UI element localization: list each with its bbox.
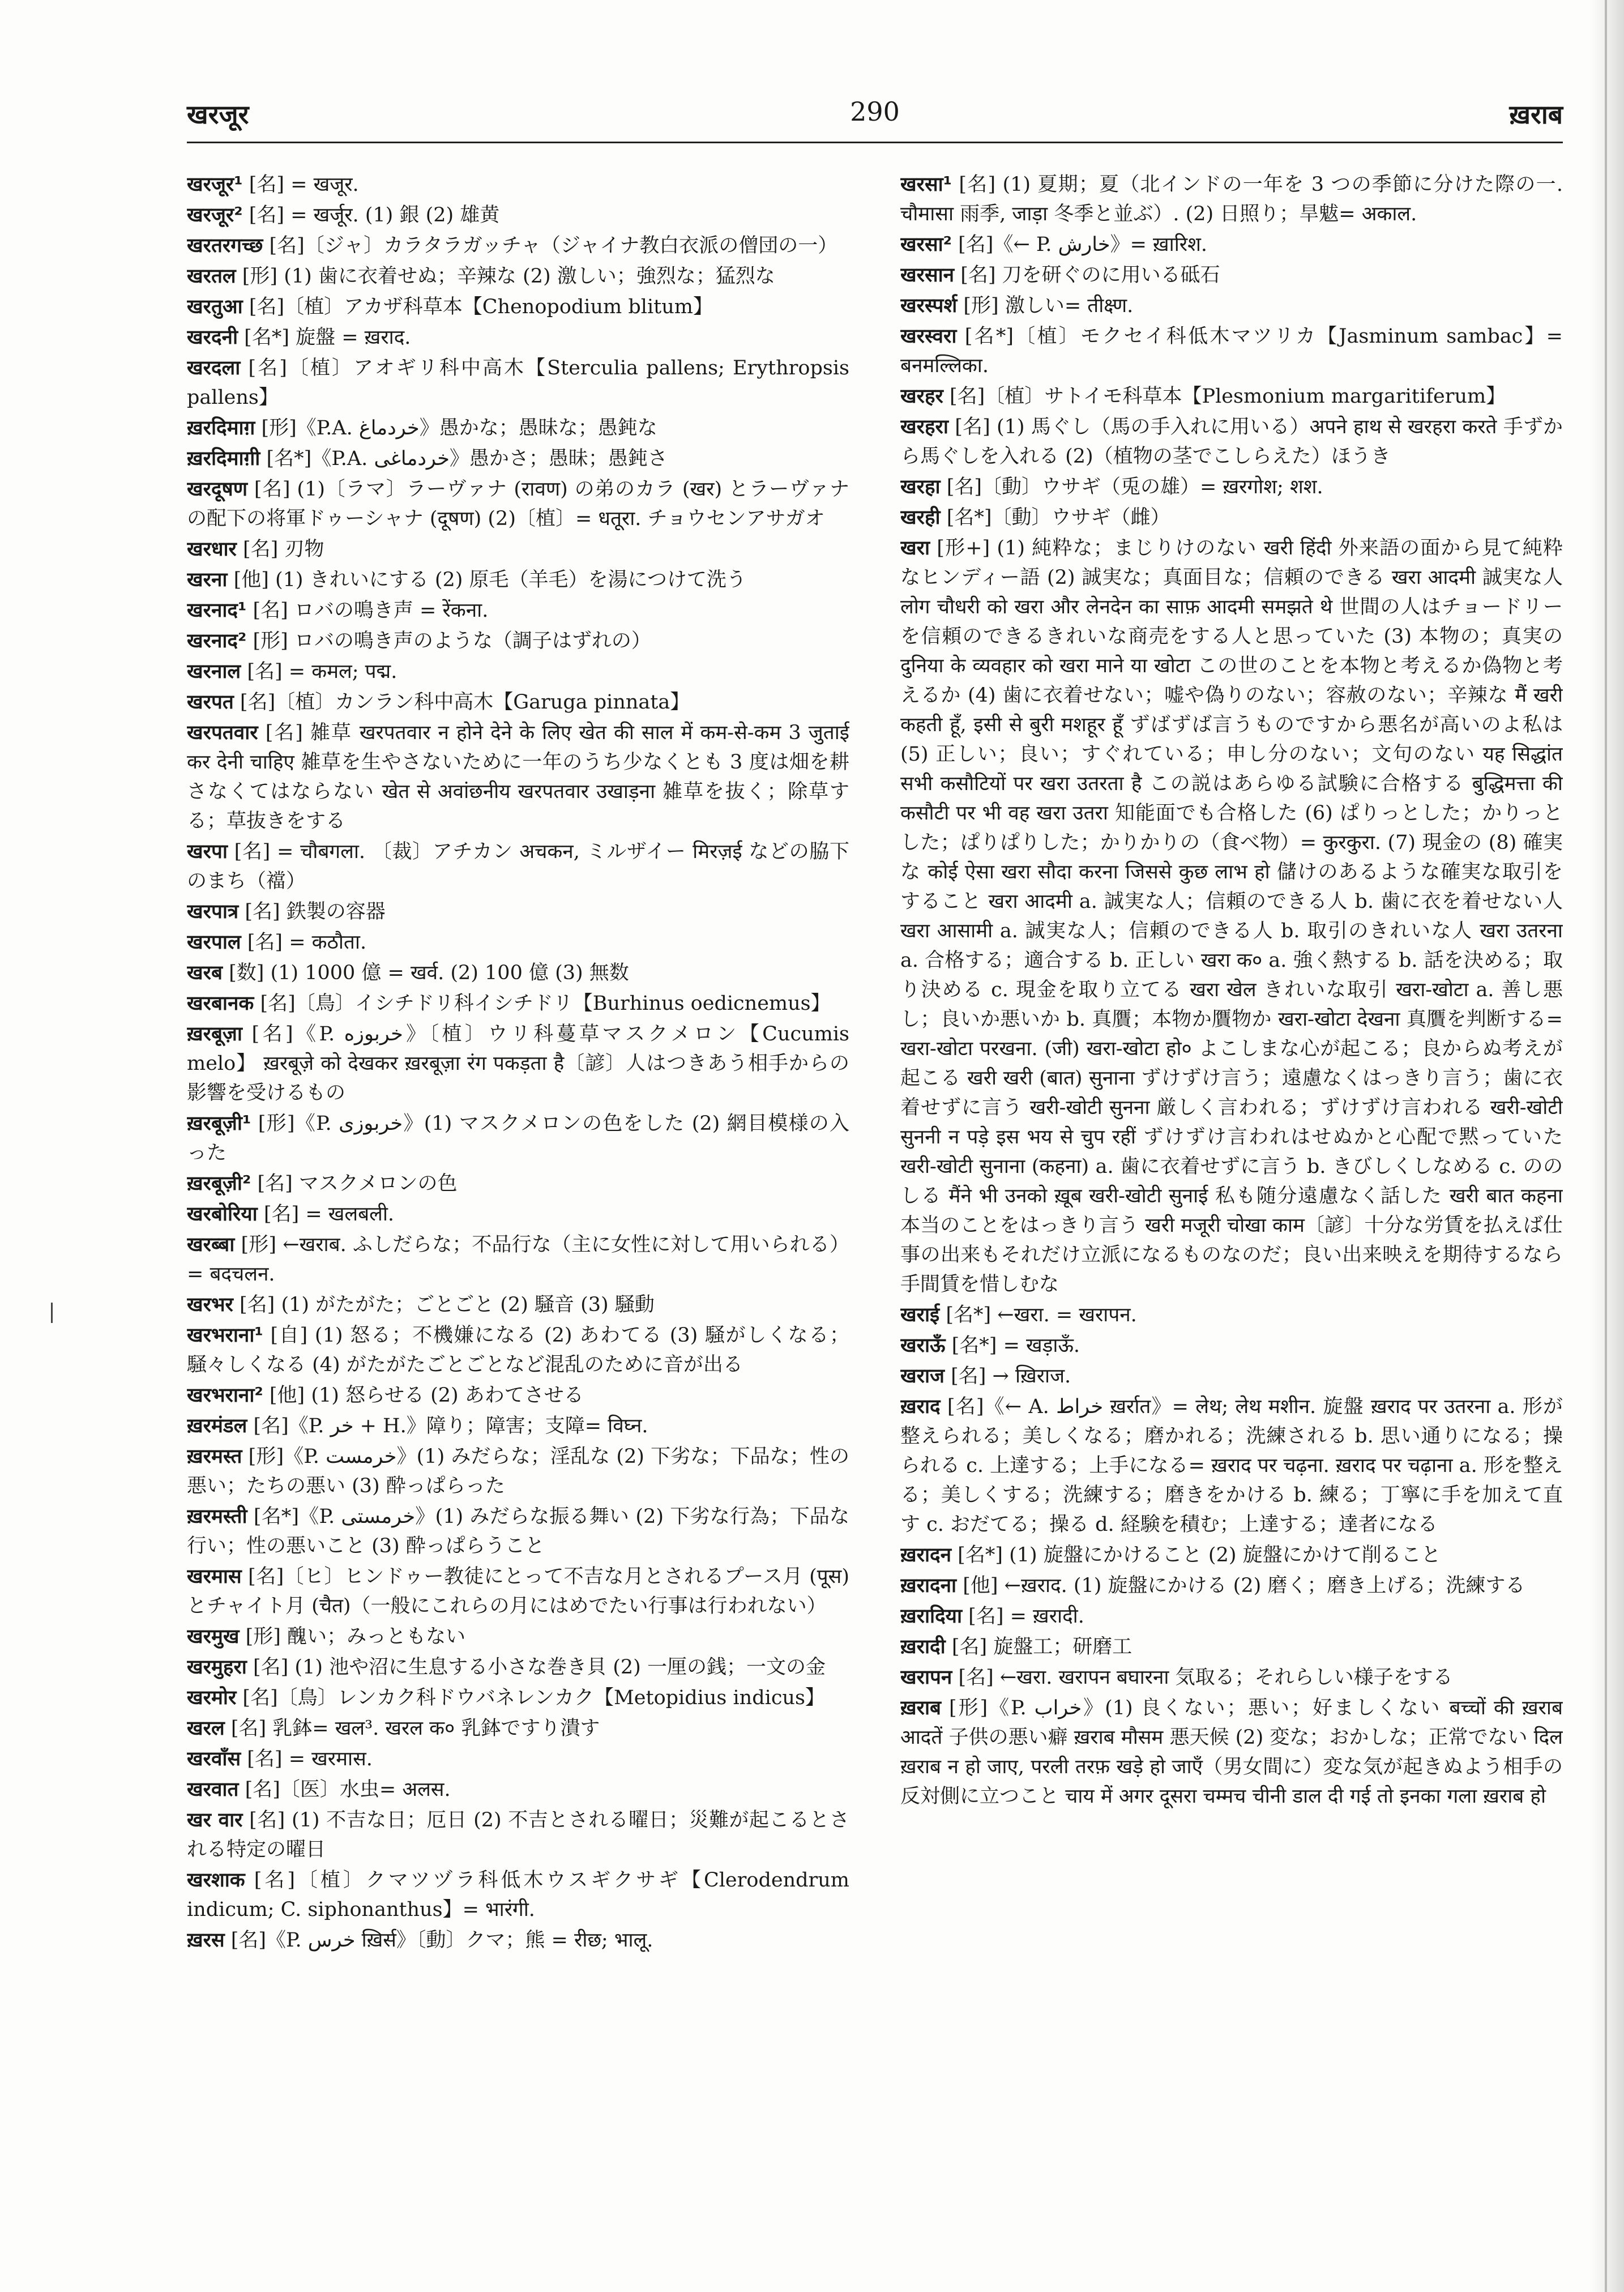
dictionary-entry: [187, 1653, 849, 1682]
left-column: [187, 170, 849, 2277]
entry-headword: खराऊँ: [900, 1334, 946, 1357]
header-first-headword: खरजूर: [187, 99, 249, 130]
dictionary-entry: [187, 989, 849, 1018]
entry-definition: [名*]《P.A. خردماغی》愚かさ；愚昧；愚鈍さ: [266, 447, 668, 470]
dictionary-entry: [187, 170, 849, 199]
dictionary-entry: [187, 1622, 849, 1651]
dictionary-entry: [187, 535, 849, 564]
entry-headword: खरनाद²: [187, 630, 247, 652]
entry-definition: [名*] = खड़ाऊँ.: [951, 1334, 1080, 1357]
entry-definition: [名] = ख़रादी.: [968, 1605, 1084, 1628]
entry-headword: खरस्पर्श: [900, 294, 958, 317]
entry-headword: खरवात: [187, 1778, 239, 1801]
dictionary-entry: [187, 1714, 849, 1743]
dictionary-entry: [900, 322, 1563, 381]
entry-headword: ख़रस: [187, 1929, 225, 1952]
right-column: [900, 170, 1563, 2277]
entry-definition: [名]〔植〕サトイモ科草本【Plesmonium margaritiferum】: [950, 385, 1506, 408]
entry-headword: ख़रादना: [900, 1574, 957, 1597]
entry-definition: [名] 刃物: [243, 538, 324, 561]
entry-definition: [形] (1) 歯に衣着せぬ；辛辣な (2) 激しい；強烈な；猛烈な: [242, 265, 775, 288]
binding-shadow: [1590, 0, 1624, 2292]
entry-definition: [名] ←खरा. खरापन बघारना 気取る；それらしい様子をする: [958, 1666, 1453, 1689]
entry-definition: [他] (1) きれいにする (2) 原毛（羊毛）を湯につけて洗う: [233, 569, 746, 591]
dictionary-entry: [187, 565, 849, 595]
entry-definition: [形+] (1) 純粋な；まじりけのない खरी हिंदी 外来語の面から見て純粋なヒンディー語 (2) 誠実な；真面目な；信頼のできる खरा आदमी 誠実な人 लोग चौधरी को खरा और लेनदेन का साफ़ आदमी समझते थे 世間の人はチョードリーを信頼のできるきれいな商売をする人と思っていた (3) 本物の；真実の दुनिया के व्यवहार को खरा माने या खोटा この世のことを本物と考えるか偽物と考えるか (4) 歯に衣着せない；嘘や偽りのない；容赦のない；辛辣な मैं खरी कहती हूँ, इसी से बुरी मशहूर हूँ ずばずば言うものですから悪名が高いのよ私は (5) 正しい；良い；すぐれている；申し分のない；文句のない यह सिद्धांत सभी कसौटियों पर खरा उतरता है この説はあらゆる試験に合格する बुद्धिमत्ता की कसौटी पर भी वह खरा उतरा 知能面でも合格した (6) ぱりっとした；かりっとした；ぱりぱりした；かりかりの（食べ物）= कुरकुरा. (7) 現金の (8) 確実な कोई ऐसा खरा सौदा करना जिससे कुछ लाभ हो 儲けのあるような確実な取引をすること खरा आदमी a. 誠実な人；信頼のできる人 b. 歯に衣を着せない人 खरा आसामी a. 誠実な人；信頼のできる人 b. 取引のきれいな人 खरा उतरना a. 合格する；適合する b. 正しい खरा क० a. 強く熱する b. 話を決める；取り決める c. 現金を取り立てる खरा खेल きれいな取引 खरा-खोटा a. 善し悪し；良いか悪いか b. 真贋；本物か贋物か खरा-खोटा देखना 真贋を判断する= खरा-खोटा परखना. (जी) खरा-खोटा हो० よこしまな心が起こる；良からぬ考えが起こる खरी खरी (बात) सुनाना ずけずけ言う；遠慮なくはっきり言う；歯に衣着せずに言う खरी-खोटी सुनना 厳しく言われる；ずけずけ言われる खरी-खोटी सुननी न पड़े इस भय से चुप रहीं ずけずけ言われはせぬかと心配で黙っていた खरी-खोटी सुनाना (कहना) a. 歯に衣着せずに言う b. きびしくしなめる c. ののしる मैंने भी उनको ख़ूब खरी-खोटी सुनाई 私も随分遠慮なく話した खरी बात कहना 本当のことをはっきり言う खरी मजूरी चोखा काम〔諺〕十分な労賃を払えば仕事の出来もそれだけ立派になるものなのだ；良い出来映えを期待するなら手間賃を惜しむな: [900, 537, 1563, 1296]
entry-definition: [名]〔鳥〕イシチドリ科イシチドリ【Burhinus oedicnemus】: [260, 992, 831, 1015]
dictionary-entry: [187, 1290, 849, 1320]
dictionary-entry: [187, 1200, 849, 1229]
dictionary-entry: [187, 657, 849, 686]
running-header: [187, 96, 1563, 130]
entry-definition: [自] (1) 怒る；不機嫌になる (2) あわてる (3) 騒がしくなる；騒々しくなる (4) がたがたごとごとなど混乱のために音が出る: [187, 1324, 849, 1376]
entry-headword: खरभर: [187, 1294, 233, 1316]
entry-definition: [名] (1)〔ラマ〕ラーヴァナ (रावण) の弟のカラ (खर) とラーヴァナの配下の将軍ドゥーシャナ (दूषण) (2)〔植〕= धतूरा. チョウセンアサガオ: [187, 478, 849, 530]
entry-definition: [名*] 旋盤 = ख़राद.: [244, 326, 411, 349]
entry-headword: खरदला: [187, 357, 241, 379]
entry-definition: [名] = खर्जूर. (1) 銀 (2) 雄黄: [249, 204, 500, 227]
dictionary-entry: [187, 292, 849, 322]
dictionary-entry: [900, 1571, 1563, 1600]
entry-definition: [名]〔植〕カンラン科中高木【Garuga pinnata】: [240, 691, 690, 714]
entry-headword: खराई: [900, 1304, 940, 1326]
entry-headword: ख़राब: [900, 1697, 941, 1719]
entry-headword: ख़रबूज़ी¹: [187, 1112, 251, 1135]
entry-definition: [名]《P. خربوزه》〔植〕ウリ科蔓草マスクメロン【Cucumis melo】 ख़रबूज़े को देखकर ख़रबूज़ा रंग पकड़ता है〔諺〕人はつきあう相手からの影響を受けるもの: [187, 1023, 849, 1104]
entry-headword: खरमुख: [187, 1625, 240, 1648]
entry-definition: [名] (1) がたがた；ごとごと (2) 騒音 (3) 騒動: [240, 1294, 655, 1316]
entry-headword: खरना: [187, 569, 228, 591]
dictionary-entry: [187, 200, 849, 230]
dictionary-entry: [187, 444, 849, 473]
entry-headword: खरमास: [187, 1565, 242, 1588]
entry-definition: [名]《← P. خارش》= ख़ारिश.: [958, 233, 1208, 256]
entry-definition: [名] = खजूर.: [249, 173, 359, 196]
dictionary-entry: [187, 1562, 849, 1621]
dictionary-entry: [187, 1109, 849, 1168]
dictionary-entry: [187, 928, 849, 957]
dictionary-entry: [900, 1392, 1563, 1539]
entry-headword: ख़रबूज़ी²: [187, 1172, 251, 1195]
dictionary-entry: [187, 626, 849, 656]
entry-definition: [名] (1) 不吉な日；厄日 (2) 不吉とされる曜日；災難が起こるとされる特定の曜日: [187, 1809, 849, 1861]
entry-headword: खरपतवार: [187, 722, 258, 744]
page-number: 290: [850, 96, 900, 127]
entry-definition: [名]〔医〕水虫= अलस.: [245, 1778, 451, 1801]
entry-definition: [名]〔ヒ〕ヒンドゥー教徒にとって不吉な月とされるプース月 (पूस) とチャイト月 (चैत)（一般にこれらの月にはめでたい行事は行われない）: [187, 1565, 849, 1617]
dictionary-entry: [187, 231, 849, 261]
entry-headword: खरबानक: [187, 992, 254, 1015]
entry-definition: [名]〔鳥〕レンカク科ドウバネレンカク【Metopidius indicus】: [242, 1687, 825, 1709]
entry-definition: [名]〔植〕アオギリ科中高木【Sterculia pallens; Erythropsis pallens】: [187, 357, 849, 409]
entry-definition: [名] 鉄製の容器: [245, 900, 386, 923]
dictionary-entry: [187, 1381, 849, 1410]
dictionary-entry: [900, 1663, 1563, 1692]
dictionary-entry: [187, 1744, 849, 1774]
binding-edge: [1605, 0, 1607, 2292]
entry-headword: खर वार: [187, 1809, 243, 1832]
entry-headword: खरबोरिया: [187, 1203, 258, 1226]
entry-headword: खरनाल: [187, 660, 241, 683]
dictionary-entry: [187, 1926, 849, 1955]
dictionary-entry: [187, 1230, 849, 1289]
entry-definition: [名]《P. خر + H.》障り；障害；支障= विघ्न.: [253, 1415, 648, 1437]
dictionary-entry: [187, 323, 849, 352]
dictionary-entry: [187, 475, 849, 533]
dictionary-entry: [187, 413, 849, 443]
entry-headword: ख़रदिमाग़: [187, 417, 255, 439]
entry-headword: खरजूर¹: [187, 173, 243, 196]
dictionary-entry: [187, 1866, 849, 1924]
entry-definition: [形] ←खराब. ふしだらな；不品行な（主に女性に対して用いられる）= बदचलन.: [187, 1234, 849, 1286]
dictionary-entry: [900, 1602, 1563, 1631]
entry-headword: खरभराना²: [187, 1384, 263, 1407]
entry-definition: [名] = खलबली.: [263, 1203, 395, 1226]
entry-definition: [名] 旋盤工；研磨工: [951, 1636, 1132, 1658]
dictionary-entry: [900, 1693, 1563, 1811]
dictionary-entry: [187, 1019, 849, 1108]
entry-headword: खरसा²: [900, 233, 952, 256]
entry-definition: [名] → ख़िराज.: [951, 1365, 1071, 1388]
entry-definition: [名*] ←खरा. = खरापन.: [946, 1304, 1137, 1326]
entry-definition: [形] 激しい= तीक्ष्ण.: [963, 294, 1134, 317]
entry-headword: खरनाद¹: [187, 599, 247, 622]
dictionary-entry: [187, 958, 849, 988]
entry-definition: [名] 刀を研ぐのに用いる砥石: [960, 264, 1220, 287]
entry-headword: खरहरा: [900, 416, 948, 438]
entry-definition: [名] 乳鉢= खल³. खरल क० 乳鉢ですり潰す: [230, 1717, 600, 1740]
entry-definition: [名] = कठौता.: [247, 931, 367, 954]
entry-headword: खरतल: [187, 265, 236, 288]
entry-headword: खरपाल: [187, 931, 241, 954]
dictionary-entry: [187, 837, 849, 896]
entry-definition: [他] ←ख़राद. (1) 旋盤にかける (2) 磨く；磨き上げる；洗練する: [963, 1574, 1525, 1597]
entry-headword: खरही: [900, 506, 941, 529]
entry-definition: [名] マスクメロンの色: [257, 1172, 458, 1195]
entry-headword: खरतुआ: [187, 296, 243, 318]
entry-headword: खरल: [187, 1717, 225, 1740]
dictionary-entry: [900, 291, 1563, 321]
dictionary-entry: [900, 412, 1563, 471]
dictionary-entry: [900, 382, 1563, 411]
dictionary-entry: [187, 1442, 849, 1501]
entry-headword: खरहर: [900, 385, 943, 408]
entry-definition: [他] (1) 怒らせる (2) あわてさせる: [269, 1384, 584, 1407]
entry-definition: [名]《P. خرس ख़िर्स》〔動〕クマ；熊 = रीछ; भालू.: [230, 1929, 653, 1952]
dictionary-entry: [900, 1540, 1563, 1570]
entry-definition: [名*]〔動〕ウサギ（雌）: [946, 506, 1170, 529]
dictionary-entry: [187, 1775, 849, 1804]
dictionary-entry: [187, 353, 849, 412]
entry-headword: खरमोर: [187, 1687, 237, 1709]
entry-definition: [形] ロバの鳴き声のような（調子はずれの）: [253, 630, 651, 652]
entry-headword: खरब्बा: [187, 1234, 235, 1256]
entry-headword: खरापन: [900, 1666, 952, 1689]
dictionary-entry: [900, 1361, 1563, 1391]
entry-headword: ख़रमंडल: [187, 1415, 247, 1437]
entry-definition: [名] (1) 馬ぐし（馬の手入れに用いる）अपने हाथ से खरहरा करते 手ずから馬ぐしを入れる (2)（植物の茎でこしらえた）ほうき: [900, 416, 1563, 468]
dictionary-entry: [900, 1331, 1563, 1360]
dictionary-entry: [187, 262, 849, 291]
dictionary-entry: [187, 718, 849, 836]
entry-headword: खरदनी: [187, 326, 238, 349]
entry-definition: [名] = कमल; पद्म.: [247, 660, 398, 683]
entry-headword: खरपात्र: [187, 900, 239, 923]
entry-definition: [名] 雑草 खरपतवार न होने देने के लिए खेत की साल में कम-से-कम 3 जुताई कर देनी चाहिए 雑草を生やさないために一年のうち少なくとも 3 度は畑を耕さなくてはならない खेत से अवांछनीय खरपतवार उखाड़ना 雑草を抜く；除草する；草抜きをする: [187, 722, 849, 833]
entry-headword: खरतरगच्छ: [187, 234, 263, 257]
dictionary-entry: [187, 1321, 849, 1380]
entry-headword: खरभराना¹: [187, 1324, 263, 1347]
dictionary-entry: [187, 596, 849, 625]
entry-definition: [形]《P. خرمست》(1) みだらな；淫乱な (2) 下劣な；下品な；性の悪い；たちの悪い (3) 酔っぱらった: [187, 1445, 849, 1497]
entry-headword: ख़रमस्त: [187, 1445, 242, 1468]
entry-headword: खरा: [900, 537, 930, 560]
margin-mark: [51, 1303, 53, 1323]
entry-definition: [名]《← A. خراط ख़र्रात》= लेथ; लेथ मशीन. 旋盤 ख़राद पर उतरना a. 形が整えられる；美しくなる；磨かれる；洗練される b. 思い通りになる；操られる c. 上達する；上手になる= ख़राद पर चढ़ना. ख़राद पर चढ़ाना a. 形を整える；美しくする；洗練する；磨きをかける b. 練る；丁寧に手を加えて直す c. おだてる；操る d. 経験を積む；上達する；達者になる: [900, 1395, 1563, 1536]
entry-headword: खरब: [187, 962, 223, 984]
dictionary-entry: [900, 261, 1563, 290]
entry-headword: खरपा: [187, 840, 228, 863]
entry-definition: [形]《P.A. خردماغ》愚かな；愚昧な；愚鈍な: [261, 417, 657, 439]
entry-definition: [名*]《P. خرمستی》(1) みだらな振る舞い (2) 下劣な行為；下品な行い；性の悪いこと (3) 酔っぱらうこと: [187, 1505, 849, 1557]
entry-headword: ख़रमस्ती: [187, 1505, 247, 1528]
entry-headword: ख़रबूज़ा: [187, 1023, 242, 1045]
entry-definition: [名] = चौबगला. 〔裁〕アチカン अचकन, ミルザイー मिरज़ई などの脇下のまち（襠）: [187, 840, 849, 893]
header-last-headword: ख़राब: [1509, 99, 1563, 130]
entry-headword: ख़रादी: [900, 1636, 946, 1658]
entry-headword: खरशाक: [187, 1869, 245, 1892]
entry-headword: खरहा: [900, 476, 941, 498]
entry-definition: [名*]〔植〕モクセイ科低木マツリカ【Jasminum sambac】= बनमल्लिका.: [900, 325, 1563, 377]
entry-definition: [形]《P. خراب》(1) 良くない；悪い；好ましくない बच्चों की ख़राब आदतें 子供の悪い癖 ख़राब मौसम 悪天候 (2) 変な；おかしな；正常でない दिल ख़राब न हो जाए, परली तरफ़ खड़े हो जाएँ（男女間に）変な気が起きぬよう相手の反対側に立つこと चाय में अगर दूसरा चम्मच चीनी डाल दी गई तो इनका गला ख़राब हो: [900, 1697, 1563, 1808]
entry-headword: खराज: [900, 1365, 945, 1388]
entry-definition: [名] = खरमास.: [247, 1748, 373, 1770]
entry-headword: खरसा¹: [900, 173, 952, 196]
dictionary-entry: [187, 1806, 849, 1864]
entry-headword: ख़राद: [900, 1395, 941, 1418]
dictionary-entry: [900, 503, 1563, 532]
entry-headword: ख़रादिया: [900, 1605, 963, 1628]
entry-headword: खरसान: [900, 264, 955, 287]
entry-definition: [形]《P. خربوزی》(1) マスクメロンの色をした (2) 網目模様の入った: [187, 1112, 849, 1164]
entry-definition: [名]〔ジャ〕カラタラガッチャ（ジャイナ教白衣派の僧団の一）: [269, 234, 838, 257]
dictionary-entry: [900, 170, 1563, 229]
dictionary-entry: [900, 1632, 1563, 1662]
entry-headword: खरपत: [187, 691, 234, 714]
dictionary-entry: [187, 897, 849, 927]
entry-definition: [名] (1) 池や沼に生息する小さな巻き貝 (2) 一厘の銭；一文の金: [253, 1656, 826, 1679]
entry-headword: खरजूर²: [187, 204, 243, 227]
dictionary-entry: [900, 230, 1563, 259]
entry-definition: [数] (1) 1000 億 = खर्व. (2) 100 億 (3) 無数: [229, 962, 629, 984]
entry-definition: [名]〔動〕ウサギ（兎の雄）= ख़रगोश; शश.: [946, 476, 1323, 498]
entry-headword: खरस्वरा: [900, 325, 957, 348]
dictionary-entry: [187, 1683, 849, 1713]
dictionary-entry: [187, 1502, 849, 1561]
entry-definition: [名]〔植〕クマツヅラ科低木ウスギクサギ【Clerodendrum indicum; C. siphonanthus】= भारंगी.: [187, 1869, 849, 1921]
entry-definition: [名*] (1) 旋盤にかけること (2) 旋盤にかけて削ること: [958, 1544, 1441, 1567]
entry-definition: [名] ロバの鳴き声 = रेंकना.: [253, 599, 489, 622]
dictionary-entry: [187, 1169, 849, 1198]
entry-headword: खरदूषण: [187, 478, 248, 501]
entry-headword: ख़रदिमाग़ी: [187, 447, 260, 470]
entry-headword: ख़रादन: [900, 1544, 952, 1567]
entry-headword: खरधार: [187, 538, 237, 561]
dictionary-entry: [900, 533, 1563, 1299]
dictionary-entry: [900, 1300, 1563, 1330]
header-rule: [187, 142, 1563, 143]
entry-headword: खरवाँस: [187, 1748, 241, 1770]
entry-definition: [名] (1) 夏期；夏（北インドの一年を 3 つの季節に分けた際の一. चौमासा 雨季, जाड़ा 冬季と並ぶ）. (2) 日照り；旱魃= अकाल.: [900, 173, 1563, 225]
entry-definition: [形] 醜い；みっともない: [245, 1625, 466, 1648]
dictionary-entry: [187, 688, 849, 717]
entry-headword: खरमुहरा: [187, 1656, 247, 1679]
dictionary-entry: [900, 472, 1563, 502]
dictionary-entry: [187, 1411, 849, 1441]
entry-definition: [名]〔植〕アカザ科草本【Chenopodium blitum】: [249, 296, 713, 318]
